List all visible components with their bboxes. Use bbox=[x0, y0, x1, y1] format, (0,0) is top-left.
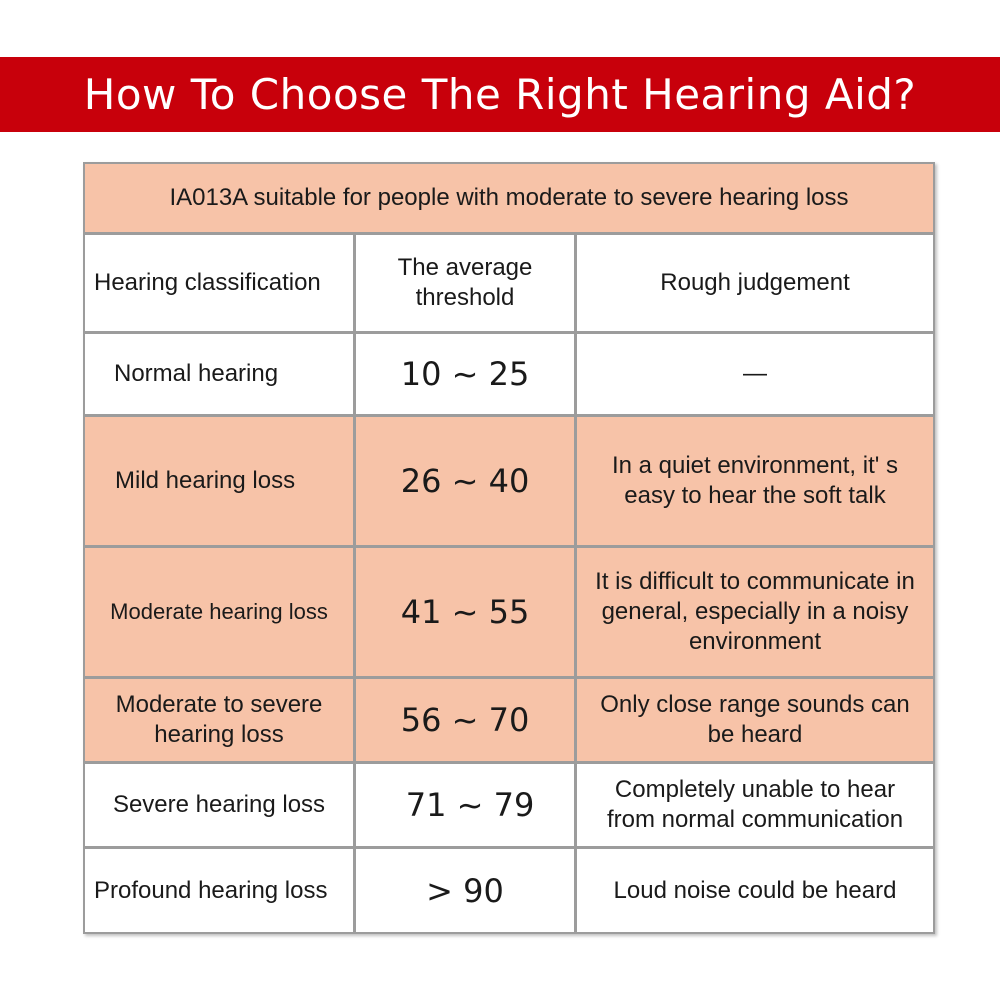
row-moderate-severe-judgement: Only close range sounds can be heard bbox=[577, 679, 933, 761]
hearing-classification-table bbox=[83, 162, 935, 934]
header-classification: Hearing classification bbox=[85, 235, 353, 331]
row-mild-judgement: In a quiet environment, it' s easy to hear the soft talk bbox=[577, 417, 933, 545]
row-profound-threshold: > 90 bbox=[356, 849, 574, 932]
row-normal-classification: Normal hearing bbox=[85, 334, 353, 414]
row-mild-classification: Mild hearing loss bbox=[85, 417, 353, 545]
row-severe-threshold: 71 ~ 79 bbox=[356, 764, 574, 846]
table-caption: IA013A suitable for people with moderate to severe hearing loss bbox=[85, 164, 933, 232]
row-normal-threshold: 10 ~ 25 bbox=[356, 334, 574, 414]
row-profound-judgement: Loud noise could be heard bbox=[577, 849, 933, 932]
row-normal-judgement: — bbox=[577, 334, 933, 414]
row-moderate-classification: Moderate hearing loss bbox=[85, 548, 353, 676]
header-threshold: The average threshold bbox=[356, 235, 574, 331]
page-title: How To Choose The Right Hearing Aid? bbox=[83, 70, 917, 119]
row-severe-judgement: Completely unable to hear from normal communication bbox=[577, 764, 933, 846]
row-moderate-judgement: It is difficult to communicate in general, especially in a noisy environment bbox=[577, 548, 933, 676]
row-mild-threshold: 26 ~ 40 bbox=[356, 417, 574, 545]
row-profound-classification: Profound hearing loss bbox=[85, 849, 353, 932]
row-moderate-severe-classification: Moderate to severe hearing loss bbox=[85, 679, 353, 761]
row-moderate-severe-threshold: 56 ~ 70 bbox=[356, 679, 574, 761]
title-banner bbox=[0, 57, 1000, 132]
header-judgement: Rough judgement bbox=[577, 235, 933, 331]
row-severe-classification: Severe hearing loss bbox=[85, 764, 353, 846]
row-moderate-threshold: 41 ~ 55 bbox=[356, 548, 574, 676]
